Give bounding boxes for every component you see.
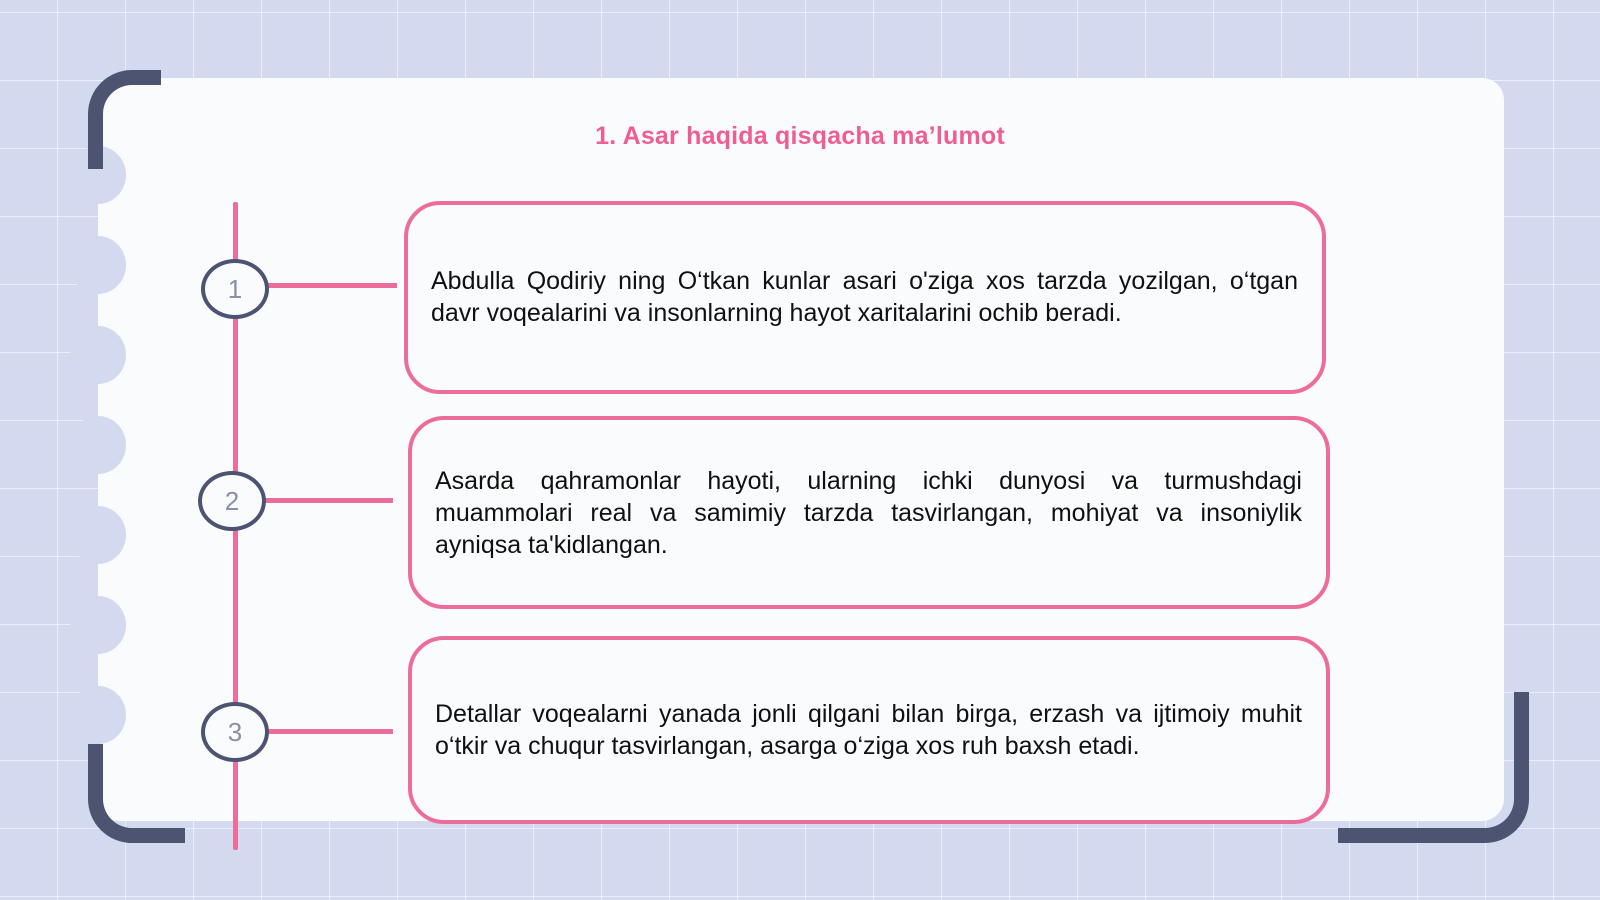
info-box-2 xyxy=(408,416,1330,609)
card-notch xyxy=(70,416,126,474)
corner-bracket-top-left xyxy=(88,70,161,169)
info-box-text: Detallar voqealarni yanada jonli qilgani bilan birga, erzash va ijtimoiy muhit o‘tkir va chuqur tasvirlangan, asarga o‘ziga xos ruh baxsh etadi. xyxy=(435,700,1302,760)
timeline-connector xyxy=(265,283,397,288)
info-box-text: Abdulla Qodiriy ning O‘tkan kunlar asari o'ziga xos tarzda yozilgan, o‘tgan davr voqealarini va insonlarning hayot xaritalarini ochib beradi. xyxy=(431,266,1298,327)
corner-bracket-bottom-right xyxy=(1338,692,1529,843)
step-marker-2 xyxy=(198,471,266,531)
card-notch xyxy=(70,596,126,654)
step-number: 1 xyxy=(227,273,243,304)
corner-bracket-bottom-left xyxy=(88,744,185,843)
card-notch xyxy=(70,686,126,744)
info-box-text: Asarda qahramonlar hayoti, ularning ichki dunyosi va turmushdagi muammolari real va samimiy tarzda tasvirlangan, mohiyat va insoniylik ayniqsa ta'kidlangan. xyxy=(435,466,1302,559)
card-notch xyxy=(70,326,126,384)
step-number: 3 xyxy=(227,716,243,747)
card-notch xyxy=(70,236,126,294)
info-box-1 xyxy=(404,201,1326,394)
info-box-3 xyxy=(408,636,1330,824)
timeline-connector xyxy=(265,729,393,734)
slide-title: 1. Asar haqida qisqacha ma’lumot xyxy=(595,122,1005,150)
step-marker-3 xyxy=(201,702,269,762)
card-notch xyxy=(70,506,126,564)
step-number: 2 xyxy=(224,485,240,516)
timeline-connector xyxy=(262,498,393,503)
step-marker-1 xyxy=(201,259,269,319)
